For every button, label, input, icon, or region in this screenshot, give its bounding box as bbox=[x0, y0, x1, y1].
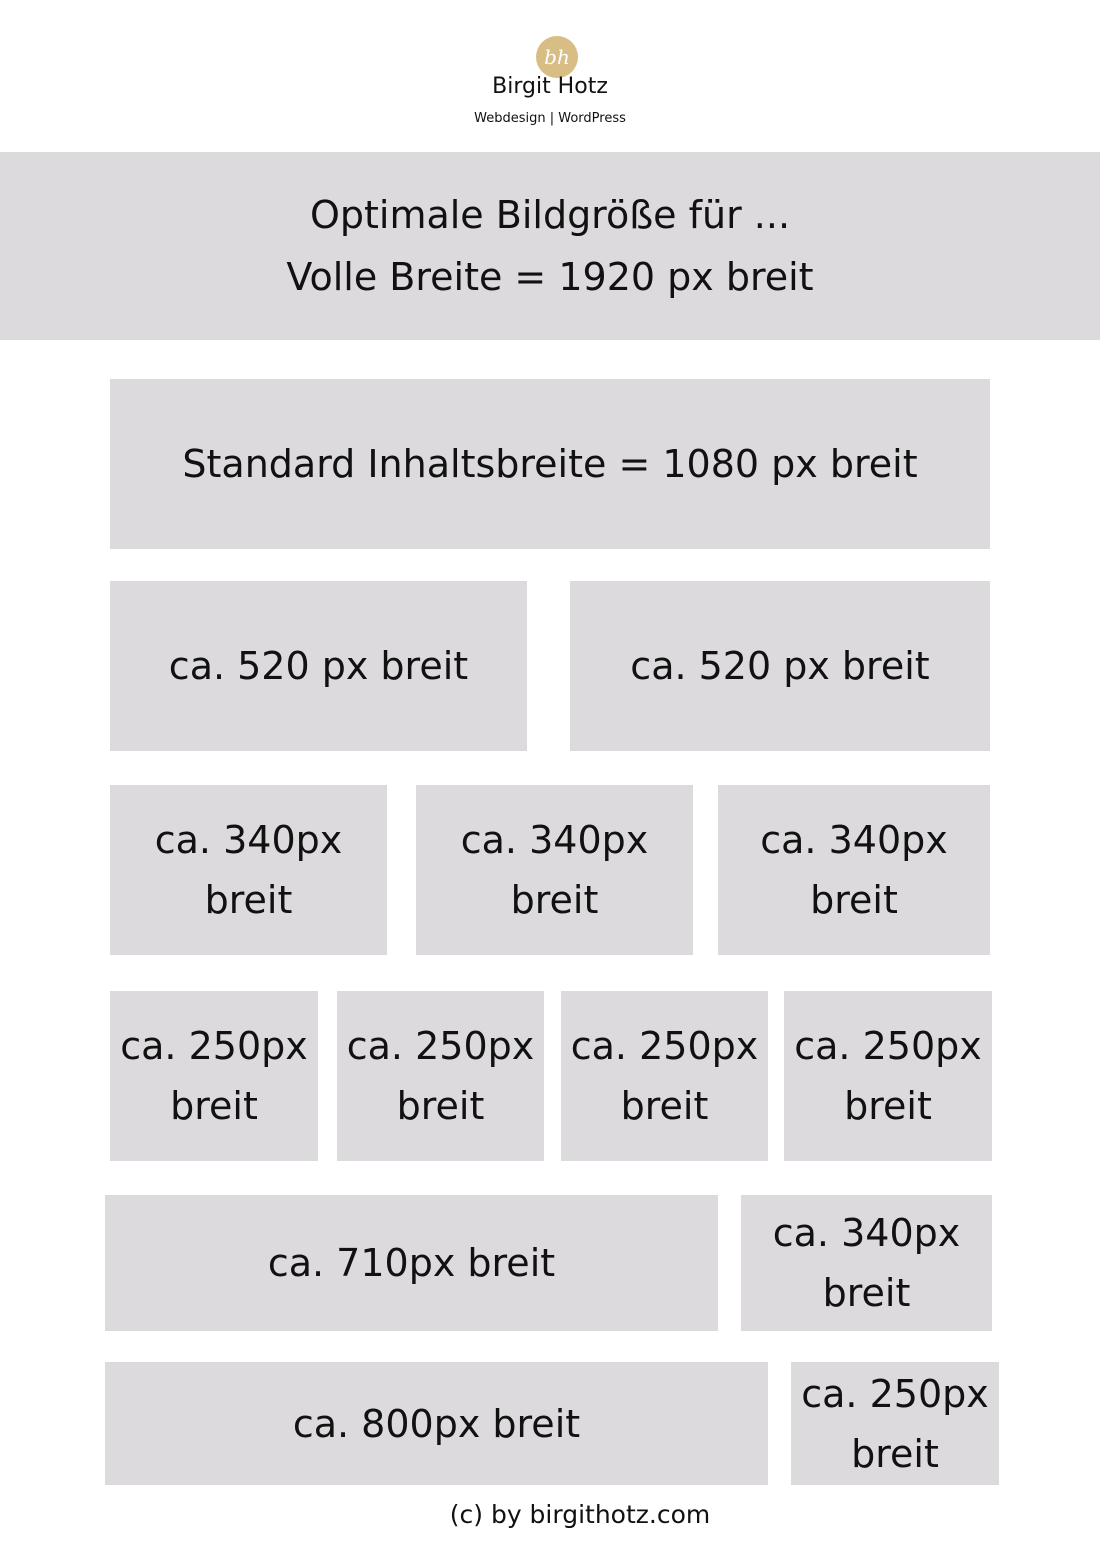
box-label: ca. 520 px breit bbox=[168, 644, 469, 688]
box-label: breit bbox=[822, 1271, 911, 1315]
title-line-1: Optimale Bildgröße für ... bbox=[309, 193, 791, 237]
image-size-box bbox=[110, 581, 527, 751]
image-size-box bbox=[105, 1362, 768, 1485]
brand-tagline: Webdesign | WordPress bbox=[474, 111, 626, 126]
title-banner bbox=[0, 152, 1100, 340]
image-size-box bbox=[110, 785, 387, 955]
box-label: ca. 520 px breit bbox=[630, 644, 930, 688]
image-size-box bbox=[784, 991, 992, 1161]
box-label: breit bbox=[620, 1084, 709, 1128]
box-label: breit bbox=[396, 1084, 485, 1128]
box-label: ca. 250px bbox=[801, 1371, 989, 1416]
box-label: ca. 340px bbox=[460, 818, 649, 862]
image-size-box bbox=[110, 379, 990, 549]
box-label: breit bbox=[810, 878, 898, 922]
box-label: breit bbox=[170, 1084, 258, 1128]
image-size-box bbox=[110, 991, 318, 1161]
image-size-box bbox=[741, 1195, 992, 1331]
logo-icon bbox=[536, 36, 578, 78]
box-label: Standard Inhaltsbreite = 1080 px breit bbox=[182, 442, 918, 486]
image-size-box bbox=[791, 1362, 999, 1485]
box-label: ca. 250px bbox=[794, 1024, 982, 1068]
brand-name: Birgit Hotz bbox=[492, 74, 608, 99]
box-label: ca. 250px bbox=[570, 1024, 759, 1068]
box-label: ca. 340px bbox=[154, 818, 343, 862]
box-label: breit bbox=[204, 878, 293, 922]
box-label: ca. 340px bbox=[760, 818, 948, 862]
image-size-box bbox=[570, 581, 990, 751]
title-line-2: Volle Breite = 1920 px breit bbox=[286, 255, 814, 299]
box-label: breit bbox=[851, 1431, 939, 1476]
footer-credit: (c) by birgithotz.com bbox=[449, 1500, 711, 1529]
box-label: ca. 340px bbox=[772, 1211, 961, 1255]
box-label: ca. 250px bbox=[120, 1024, 308, 1068]
box-label: breit bbox=[510, 878, 599, 922]
image-size-box bbox=[337, 991, 544, 1161]
image-size-box bbox=[416, 785, 693, 955]
image-size-box bbox=[718, 785, 990, 955]
image-size-box bbox=[105, 1195, 718, 1331]
image-size-box bbox=[561, 991, 768, 1161]
box-label: ca. 710px breit bbox=[267, 1241, 556, 1285]
box-label: ca. 250px bbox=[346, 1024, 535, 1068]
box-label: breit bbox=[844, 1084, 932, 1128]
box-label: ca. 800px breit bbox=[292, 1401, 581, 1446]
logo-text: bh bbox=[544, 45, 570, 69]
